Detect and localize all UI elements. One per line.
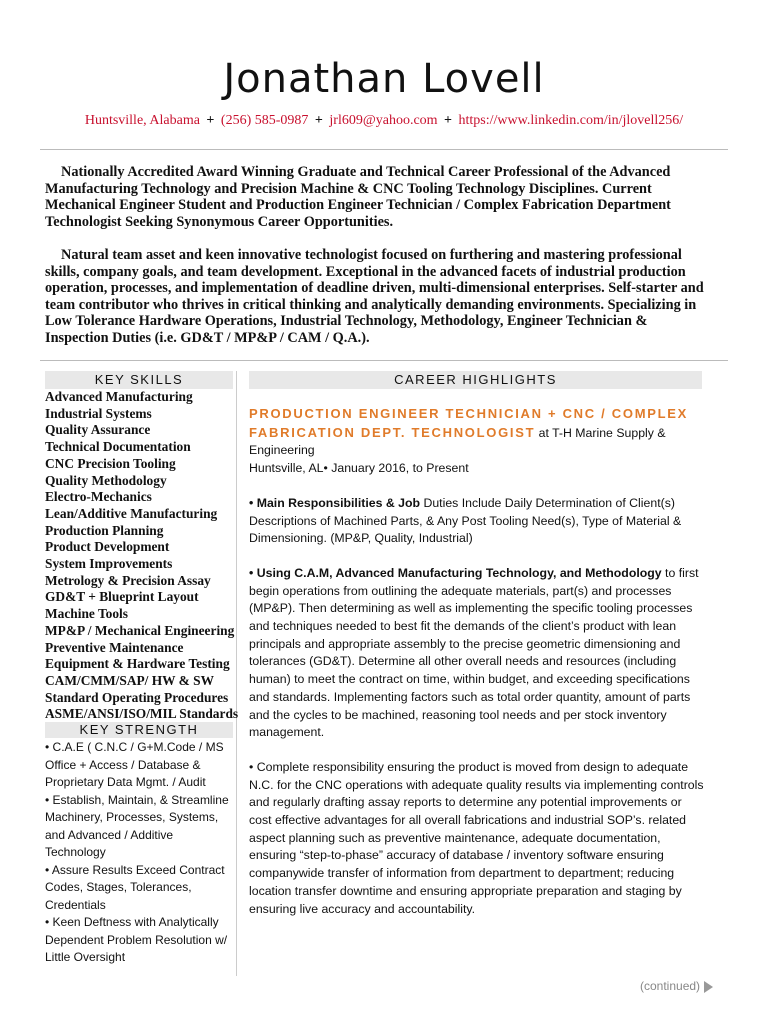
strength-item: • Keen Deftness with Analytically Dependent Problem Resolution w/ Little Oversight (45, 915, 228, 964)
company: at T-H Marine Supply & Engineering (249, 425, 666, 458)
skill-item: CNC Precision Tooling (45, 455, 176, 471)
skill-item: MP&P / Mechanical Engineering (45, 622, 235, 638)
phone: (256) 585-0987 (220, 113, 309, 128)
divider (40, 360, 728, 361)
summary-paragraph-2: Natural team asset and keen innovative technologist focused on furthering and mastering professional skills, company goals, and team development. Exceptional in the advanced facets of industrial production operation, processes, and implementation of deadline driven, multi-dimensional enterprises. Self-starter and team contributor who thrives in critical thinking and analytically demanding environments. Specializing in Low Tolerance Hardware Operations, Industrial Technology, Methodology, Engineer Technician & Inspection Duties (i.e. GD&T / MP&P / CAM / Q.A.). (45, 247, 704, 346)
responsibility-bullet: • Complete responsibility ensuring the product is moved from design to adequate N.C. for the CNC operations with adequate quality results via implementing controls and regularly drafting assay reports to determine any potential improvements or cost effective advantages for all overall fabrications and industrial SOP’s. related aspect planning such as preventive maintenance, adequate documentation, ensuring “step-to-phase” accuracy of database / inventory software ensuring companywide transfer of information from department to department; reducing location transfer downtime and ensuring appropriate preparation and staging by ensuring live accuracy and accountability. (249, 759, 704, 916)
career-highlights-heading: CAREER HIGHLIGHTS (249, 371, 702, 389)
skill-item: ASME/ANSI/ISO/MIL Standards (45, 706, 239, 722)
bullet-text: Duties Include Daily Determination of Client(s) Descriptions of Machined Parts, & Any Post Tooling Need(s), Type of Material & Dimensioning. (MP&P, Quality, Industrial) (249, 495, 682, 546)
contact-line (0, 113, 768, 129)
continued-indicator (640, 979, 713, 993)
strength-item: • C.A.E ( C.N.C / G+M.Code / MS Office + Access / Database & Proprietary Data Mgmt. / Audit (45, 740, 224, 789)
key-skills-list (45, 389, 238, 723)
skill-item: Metrology & Precision Assay (45, 572, 211, 588)
key-skills-heading: KEY SKILLS (45, 371, 233, 389)
bullet-lead: • Using C.A.M, Advanced Manufacturing Technology, and Methodology (249, 565, 662, 580)
divider (40, 149, 728, 150)
key-strength-heading: KEY STRENGTH (45, 722, 233, 738)
key-strength-list (45, 739, 235, 967)
skill-item: Lean/Additive Manufacturing (45, 505, 218, 521)
summary-paragraph-1: Nationally Accredited Award Winning Graduate and Technical Career Professional of the Advanced Manufacturing Technology and Precision Machine & CNC Tooling Technology Disciplines. Current Mechanical Engineer Student and Production Engineer Technician / Complex Fabrication Department Technologist Seeking Synonymous Career Opportunities. (45, 164, 671, 230)
skill-item: Quality Assurance (45, 422, 151, 438)
skill-item: Standard Operating Procedures (45, 689, 229, 705)
skill-item: Electro-Mechanics (45, 489, 152, 505)
continued-label: (continued) (640, 979, 701, 993)
email-link[interactable]: jrl609@yahoo.com (329, 113, 438, 128)
skill-item: Production Planning (45, 522, 164, 538)
skill-item: Industrial Systems (45, 405, 152, 421)
skill-item: GD&T + Blueprint Layout (45, 589, 199, 605)
bullet-text: to first begin operations from outlining the adequate materials, part(s) and processes (MP&P). Then determining as well as implementing the specific tooling processes and techniques needed to best fit the demands of the client’s product with lean principals and appropriate assembly to the precise geometric dimensioning and tolerances (GD&T). Determine all other overall needs and resources (including human) to meet the contract on time, within budget, and exceeding specifications and standards. Implementing factors such as total order quantity, amount of parts and the cycles to be machined, reasoning tool needs and per stock inventory management. (249, 565, 699, 740)
skill-item: Product Development (45, 539, 170, 555)
responsibility-bullet (249, 565, 705, 742)
skill-item: Machine Tools (45, 606, 128, 622)
skill-item: System Improvements (45, 556, 173, 572)
career-section (249, 405, 705, 935)
job-title: PRODUCTION ENGINEER TECHNICIAN + CNC / COMPLEX FABRICATION DEPT. TECHNOLOGIST (249, 406, 688, 440)
strength-item: • Assure Results Exceed Contract Codes, Stages, Tolerances, Credentials (45, 862, 225, 912)
linkedin-link[interactable]: https://www.linkedin.com/in/jlovell256/ (458, 113, 684, 128)
separator: + (314, 113, 323, 128)
separator: + (444, 113, 453, 128)
arrow-right-icon (704, 981, 713, 993)
job-location-date: Huntsville, AL• January 2016, to Present (249, 461, 469, 476)
skill-item: Advanced Manufacturing (45, 389, 193, 404)
skill-item: Equipment & Hardware Testing (45, 656, 230, 672)
strength-item: • Establish, Maintain, & Streamline Machinery, Processes, Systems, and Advanced / Additive Technology (45, 792, 229, 859)
responsibility-bullet (249, 495, 705, 548)
skill-item: Preventive Maintenance (45, 639, 184, 655)
separator: + (206, 113, 215, 128)
candidate-name: Jonathan Lovell (223, 56, 545, 102)
skill-item: Quality Methodology (45, 472, 167, 488)
bullet-lead: • Main Responsibilities & Job (249, 495, 421, 510)
location: Huntsville, Alabama (84, 113, 200, 128)
skill-item: Technical Documentation (45, 439, 191, 455)
skill-item: CAM/CMM/SAP/ HW & SW (45, 672, 214, 688)
